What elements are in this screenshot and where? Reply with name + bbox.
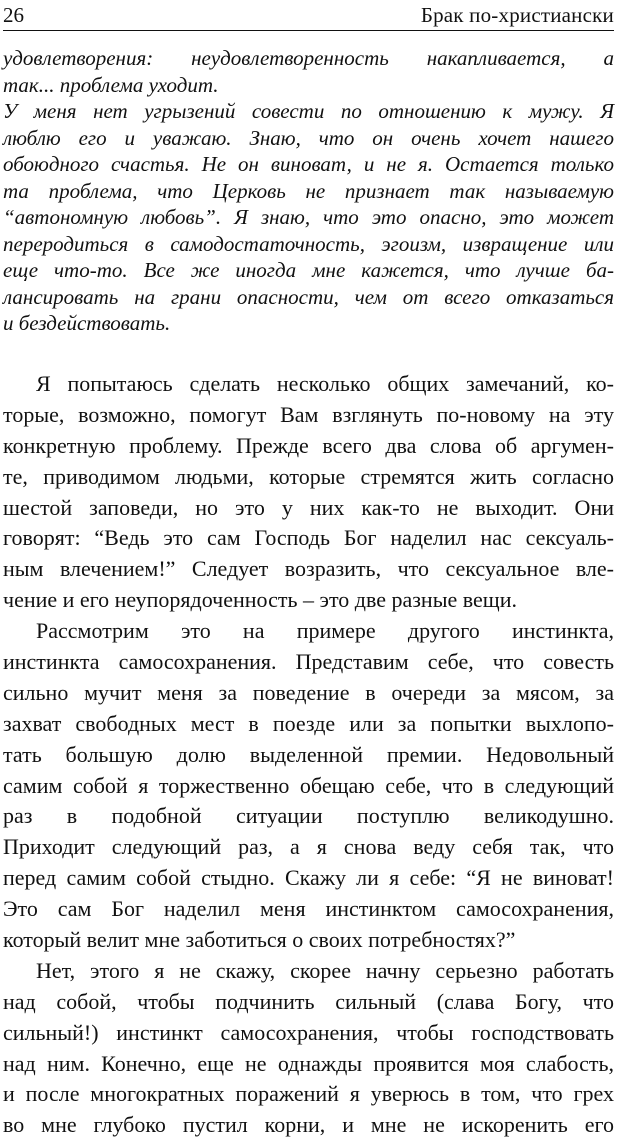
quote-line: обоюдного счастья. Не он виноват, и не я. Остается только [3, 152, 614, 176]
text-line: сильный!) инстинкт самосохранения, чтобы господствовать [3, 1019, 614, 1045]
text-line: ным влечением!” Следует возразить, что сексуальное вле- [3, 556, 614, 582]
text-line: раз в подобной ситуации поступлю великодушно. [3, 803, 614, 829]
text-line: над собой, чтобы подчинить сильный (слава Богу, что [3, 988, 614, 1014]
text-line: те, приводимом людьми, которые стремятся жить согласно [3, 463, 614, 489]
quote-line: У меня нет угрызений совести по отношению к мужу. Я [3, 99, 614, 123]
text-line: во мне глубоко пустил корни, и мне не искоренить его [3, 1112, 614, 1138]
text-line: Приходит следующий раз, а я снова веду себя так, что [3, 834, 614, 860]
text-line: говорят: “Ведь это сам Господь Бог наделил нас сексуаль- [3, 525, 614, 551]
quote-line: еще что-то. Все же иногда мне кажется, что лучше ба- [3, 258, 614, 282]
running-title: Брак по-христиански [420, 3, 614, 27]
text-line: перед самим собой стыдно. Скажу ли я себе: “Я не виноват! [3, 865, 614, 891]
text-line: конкретную проблему. Прежде всего два слова об аргумен- [3, 432, 614, 458]
quote-line: и бездействовать. [3, 311, 171, 335]
page-number: 26 [3, 3, 24, 27]
text-line: инстинкта самосохранения. Представим себе, что совесть [3, 649, 614, 675]
text-line: сильно мучит меня за поведение в очереди за мясом, за [3, 679, 614, 705]
text-line: Я попытаюсь сделать несколько общих замечаний, ко- [36, 371, 614, 396]
text-line: торые, возможно, помогут Вам взглянуть по-новому на эту [3, 401, 614, 427]
text-line: тать большую долю выделенной премии. Недовольный [3, 741, 614, 767]
quote-line: люблю его и уважаю. Знаю, что он очень хочет нашего [3, 125, 614, 150]
text-line: Нет, этого я не скажу, скорее начну серьезно работать [36, 957, 614, 983]
text-line: Рассмотрим это на примере другого инстинкта, [36, 618, 614, 644]
page-header [3, 2, 614, 31]
text-line: и после многократных поражений я уверюсь в том, что грех [3, 1081, 614, 1107]
main-text [3, 369, 614, 1141]
quote-line: так... проблема уходит. [3, 72, 219, 97]
text-line: над ним. Конечно, еще не однажды проявится моя слабость, [3, 1050, 614, 1076]
paragraph-1 [3, 369, 614, 616]
text-line: захват свободных мест в поезде или за попытки выхлопо- [3, 710, 614, 736]
quote-line: удовлетворения: неудовлетворенность накапливается, а [3, 46, 614, 70]
text-line: Это сам Бог наделил меня инстинктом самосохранения, [3, 896, 614, 922]
italic-quote-block [3, 45, 614, 337]
text-line: самим собой я торжественно обещаю себе, что в следующий [3, 772, 614, 798]
text-line: чение и его неупорядоченность – это две разные вещи. [3, 587, 517, 613]
quote-line: лансировать на грани опасности, чем от всего отказаться [3, 284, 614, 309]
quote-line: “автономную любовь”. Я знаю, что это опасно, это может [3, 205, 614, 229]
text-line: который велит мне заботиться о своих потребностях?” [3, 927, 516, 953]
quote-line: переродиться в самодостаточность, эгоизм, извращение или [3, 231, 614, 256]
paragraph-3 [3, 956, 614, 1141]
text-line: шестой заповеди, но это у них как-то не выходит. Они [3, 494, 614, 520]
paragraph-2 [3, 616, 614, 956]
quote-line: та проблема, что Церковь не признает так называемую [3, 178, 614, 203]
